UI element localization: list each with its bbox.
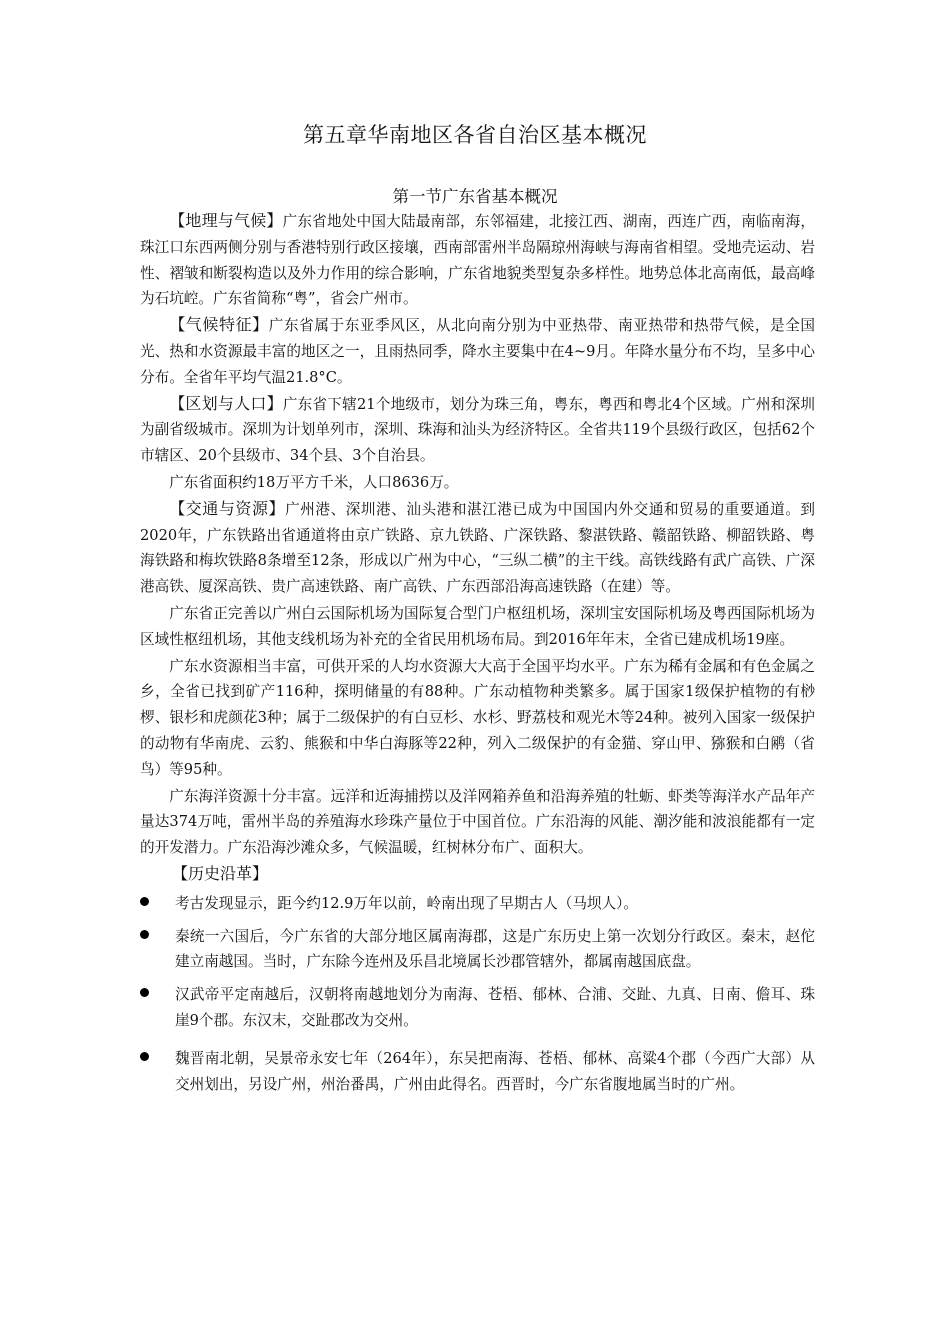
- paragraph-heading: 【气候特征】: [169, 315, 269, 335]
- section-title: 第一节广东省基本概况: [392, 187, 558, 206]
- paragraph-transport: [140, 496, 815, 600]
- paragraph-text: 广东省正完善以广州白云国际机场为国际复合型门户枢纽机场，深圳宝安国际机场及粤西国际机场为区域性枢纽机场，其他支线机场为补充的全省民用机场布局。到2016年年末，全省已建成机场19座。: [140, 604, 815, 648]
- paragraph-text: 广东省属于东亚季风区，从北向南分别为中亚热带、南亚热带和热带气候，是全国光、热和水资源最丰富的地区之一，且雨热同季，降水主要集中在4~9月。年降水量分布不均，呈多中心分布。全省年平均气温21.8°C。: [140, 317, 815, 386]
- bullet-icon: [140, 897, 149, 906]
- list-item: [140, 924, 815, 976]
- paragraph-text: 广东省面积约18万平方千米，人口8636万。: [169, 473, 459, 491]
- paragraph-text: 广东省地处中国大陆最南部，东邻福建，北接江西、湖南，西连广西，南临南海，珠江口东西两侧分别与香港特别行政区接壤，西南部雷州半岛隔琼州海峡与海南省相望。受地壳运动、岩性、褶皱和断裂构造以及外力作用的综合影响，广东省地貌类型复杂多样性。地势总体北高南低，最高峰为石坑崆。广东省简称“粤”，省会广州市。: [140, 213, 815, 308]
- paragraph-heading: 【交通与资源】: [169, 498, 286, 518]
- paragraph-airports: [140, 600, 815, 653]
- history-heading: 【历史沿革】: [172, 863, 269, 883]
- bullet-icon: [140, 1052, 149, 1061]
- paragraph-text: 广州港、深圳港、汕头港和湛江港已成为中国国内外交通和贸易的重要通道。到2020年，广东铁路出省通道将由京广铁路、京九铁路、广深铁路、黎湛铁路、赣韶铁路、柳韶铁路、粤海铁路和梅坎铁路8条增至12条，形成以广州为中心，“三纵二横”的主干线。高铁线路有武广高铁、广深港高铁、厦深高铁、贵广高速铁路、南广高铁、广东西部沿海高速铁路（在建）等。: [140, 500, 815, 596]
- list-item-text: 秦统一六国后，今广东省的大部分地区属南海郡，这是广东历史上第一次划分行政区。秦末，赵佗建立南越国。当时，广东除今连州及乐昌北境属长沙郡管辖外，都属南越国底盘。: [175, 927, 815, 971]
- paragraph-text: 广东省下辖21个地级市，划分为珠三角，粤东，粤西和粤北4个区域。广州和深圳为副省级城市。深圳为计划单列市，深圳、珠海和汕头为经济特区。全省共119个县级行政区，包括62个市辖区、20个县级市、34个县、3个自治县。: [140, 395, 815, 465]
- paragraph-natural-resources: [140, 653, 815, 783]
- paragraph-heading: 【区划与人口】: [169, 393, 283, 413]
- bullet-icon: [140, 930, 149, 939]
- list-item: [140, 1046, 815, 1098]
- paragraph-climate: [140, 312, 815, 390]
- list-item-text: 考古发现显示，距今约12.9万年以前，岭南出现了早期古人（马坝人）。: [175, 894, 639, 912]
- bullet-icon: [140, 988, 149, 997]
- paragraph-text: 广东水资源相当丰富，可供开采的人均水资源大大高于全国平均水平。广东为稀有金属和有色金属之乡，全省已找到矿产116种，探明储量的有88种。广东动植物种类繁多。属于国家1级保护植物的有桫椤、银杉和虎颜花3种；属于二级保护的有白豆杉、水杉、野荔枝和观光木等24种。被列入国家一级保护的动物有华南虎、云豹、熊猴和中华白海豚等22种，列入二级保护的有金猫、穿山甲、猕猴和白鹇（省鸟）等95种。: [140, 657, 815, 778]
- paragraph-text: 广东海洋资源十分丰富。远洋和近海捕捞以及洋网箱养鱼和沿海养殖的牡蛎、虾类等海洋水产品年产量达374万吨，雷州半岛的养殖海水珍珠产量位于中国首位。广东沿海的风能、潮汐能和波浪能都有一定的开发潜力。广东沿海沙滩众多，气候温暖，红树林分布广、面积大。: [140, 787, 815, 857]
- list-item: [140, 891, 815, 917]
- paragraph-marine-resources: [140, 783, 815, 861]
- chapter-title: 第五章华南地区各省自治区基本概况: [303, 123, 647, 147]
- paragraph-area-population: [140, 469, 815, 496]
- paragraph-divisions: [140, 391, 815, 469]
- paragraph-heading: 【地理与气候】: [169, 211, 283, 230]
- list-item-text: 汉武帝平定南越后，汉朝将南越地划分为南海、苍梧、郁林、合浦、交趾、九真、日南、儋耳、珠崖9个郡。东汉末，交趾郡改为交州。: [175, 986, 815, 1029]
- paragraph-geography: [140, 208, 815, 312]
- body-text: [140, 208, 815, 1104]
- history-list: [140, 891, 815, 1098]
- list-item-text: 魏晋南北朝，吴景帝永安七年（264年），东吴把南海、苍梧、郁林、高粱4个郡（今西广大部）从交州划出，另设广州，州治番禺，广州由此得名。西晋时，今广东省腹地属当时的广州。: [175, 1049, 815, 1093]
- list-item: [140, 982, 815, 1034]
